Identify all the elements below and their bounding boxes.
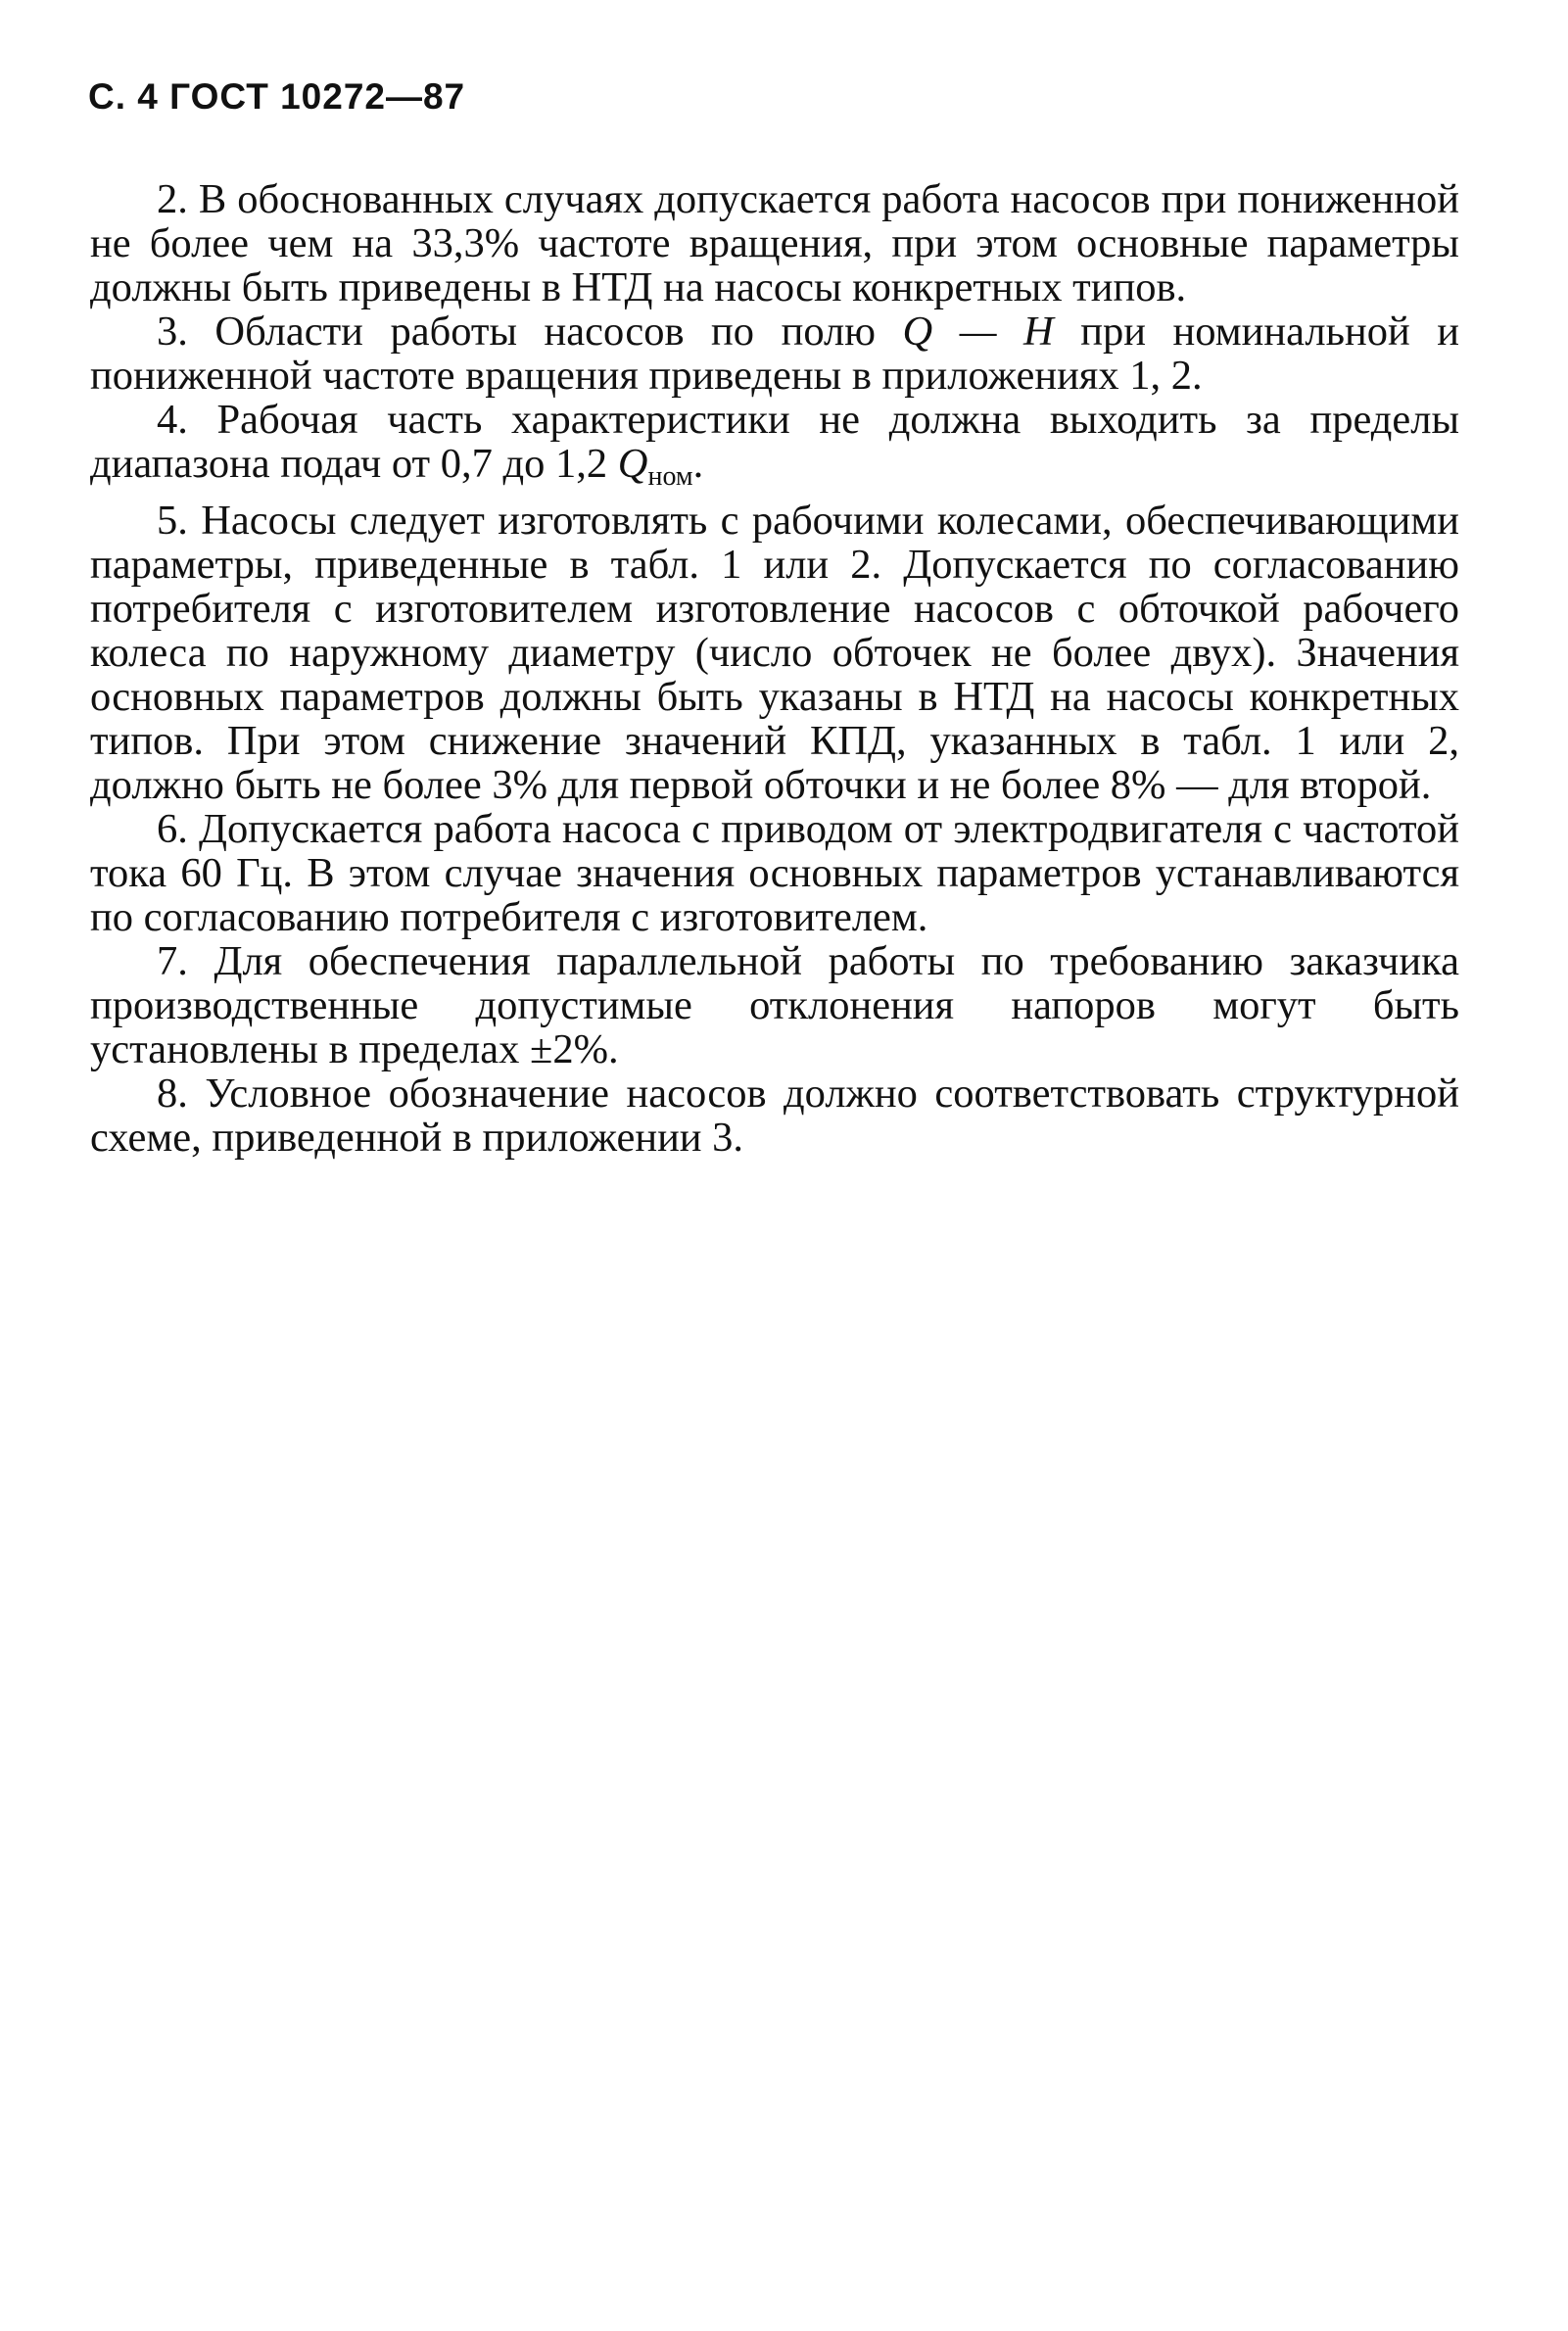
paragraph-6: 6. Допускается работа насоса с приводом от электродвигателя с частотой тока 60 Гц. В этом случае значения основных параметров устанавливаются по согласованию потребителя с изготовителем. — [90, 806, 1459, 940]
page-header: С. 4 ГОСТ 10272—87 — [88, 76, 466, 117]
paragraph-8: 8. Условное обозначение насосов должно соответствовать структурной схеме, приведенной в приложении 3. — [90, 1070, 1459, 1161]
formula-q-h: Q — H — [902, 309, 1054, 355]
symbol-q: Q — [617, 441, 648, 487]
symbol-q-subscript: ном — [647, 461, 693, 492]
paragraph-7: 7. Для обеспечения параллельной работы по требованию заказчика производственные допустимые отклонения напоров могут быть установлены в пределах ±2%. — [90, 938, 1459, 1072]
paragraph-4-text-start: 4. Рабочая часть характеристики не должна выходить за пределы диапазона подач от 0,7 до 1,2 — [90, 397, 1459, 487]
document-body — [90, 177, 1459, 1160]
paragraph-2: 2. В обоснованных случаях допускается работа насосов при пониженной не более чем на 33,3% частоте вращения, при этом основные параметры должны быть приведены в НТД на насосы конкретных типов. — [90, 176, 1459, 310]
paragraph-5: 5. Насосы следует изготовлять с рабочими колесами, обеспечивающими параметры, приведенные в табл. 1 или 2. Допускается по согласованию потребителя с изготовителем изготовление насосов с обточкой рабочего колеса по наружному диаметру (число обточек не более двух). Значения основных параметров должны быть указаны в НТД на насосы конкретных типов. При этом снижение значений КПД, указанных в табл. 1 или 2, должно быть не более 3% для первой обточки и не более 8% — для второй. — [90, 498, 1459, 808]
paragraph-4-text-end: . — [692, 441, 704, 487]
paragraph-3-text-start: 3. Области работы насосов по полю — [157, 309, 903, 355]
paragraph-3 — [90, 309, 1459, 398]
paragraph-3-text-end: при номинальной и пониженной частоте вращения приведены в приложениях 1, 2. — [90, 309, 1459, 399]
paragraph-4 — [90, 398, 1459, 499]
